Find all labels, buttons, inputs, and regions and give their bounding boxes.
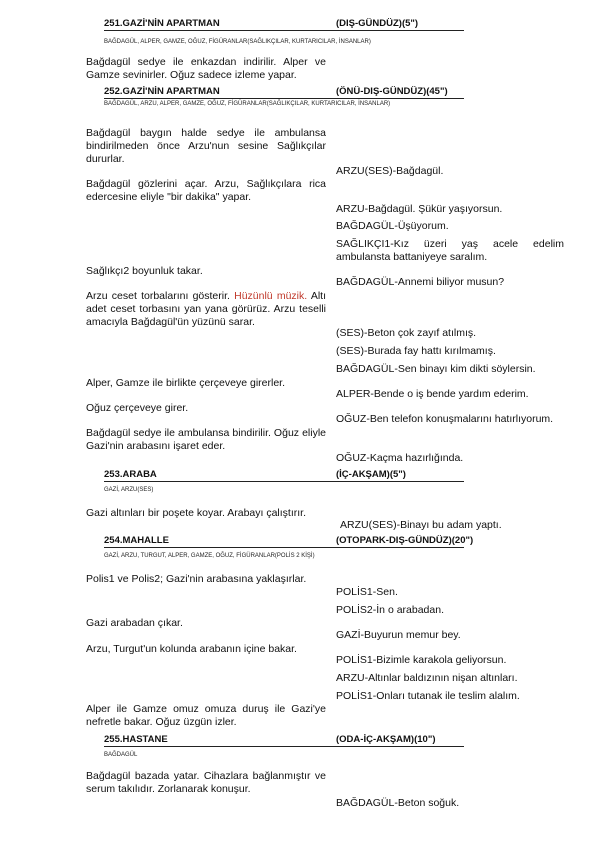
dialogue-line: POLİS1-Bizimle karakola geliyorsun.	[336, 654, 507, 666]
dialogue-line: OĞUZ-Ben telefon konuşmalarını hatırlıyorum.	[336, 413, 554, 425]
action-line: Bağdagül sedye ile enkazdan indirilir. Alper ve Gamze sevinirler. Oğuz sadece izleme yapar.	[86, 56, 326, 81]
action-line: Gazi altınları bir poşete koyar. Arabayı çalıştırır.	[86, 507, 307, 519]
dialogue-line: OĞUZ-Kaçma hazırlığında.	[336, 452, 464, 464]
scene-location: 253.ARABA	[104, 469, 157, 480]
dialogue-line: POLİS1-Sen.	[336, 586, 398, 598]
dialogue-line: (SES)-Beton çok zayıf atılmış.	[336, 327, 477, 339]
dialogue-line: ARZU-Bağdagül. Şükür yaşıyorsun.	[336, 203, 503, 215]
action-line: Alper, Gamze ile birlikte çerçeveye girerler.	[86, 377, 285, 389]
action-line: Bağdagül gözlerini açar. Arzu, Sağlıkçılara rica edercesine eliyle "bir dakika" yapar.	[86, 178, 326, 203]
action-line: Sağlıkçı2 boyunluk takar.	[86, 265, 203, 277]
scene-heading	[104, 734, 464, 747]
action-text: Altı adet ceset torbasını yan yana görürüz. Arzu teselli amacıyla Bağdagül'ün yüzünü sarar.	[86, 290, 326, 328]
music-cue: Hüzünlü müzik.	[234, 290, 308, 302]
action-line	[86, 290, 326, 329]
dialogue-line: POLİS2-İn o arabadan.	[336, 604, 444, 616]
action-line: Oğuz çerçeveye girer.	[86, 402, 189, 414]
scene-cast: BAĞDAGÜL	[104, 752, 138, 758]
dialogue-line: ARZU(SES)-Binayı bu adam yaptı.	[340, 519, 502, 531]
scene-location: 254.MAHALLE	[104, 535, 169, 546]
scene-time: (ODA-İÇ-AKŞAM)(10")	[336, 734, 436, 745]
dialogue-line: GAZİ-Buyurun memur bey.	[336, 629, 461, 641]
dialogue-line: POLİS1-Onları tutanak ile teslim alalım.	[336, 690, 520, 702]
scene-location: 251.GAZİ'NİN APARTMAN	[104, 18, 220, 29]
scene-cast: GAZİ, ARZU(SES)	[104, 487, 154, 493]
scene-heading	[104, 469, 464, 482]
scene-time: (DIŞ-GÜNDÜZ)(5")	[336, 18, 419, 29]
scene-cast: BAĞDAGÜL, ALPER, GAMZE, OĞUZ, FİGÜRANLAR(SAĞLIKÇILAR, KURTARICILAR, İNSANLAR)	[104, 39, 371, 45]
dialogue-line: BAĞDAGÜL-Annemi biliyor musun?	[336, 276, 505, 288]
action-line: Bağdagül sedye ile ambulansa bindirilir. Oğuz eliyle Gazi'nin arabasını işaret eder.	[86, 427, 326, 452]
dialogue-line: (SES)-Burada fay hattı kırılmamış.	[336, 345, 496, 357]
scene-heading	[104, 86, 464, 99]
scene-location: 252.GAZİ'NİN APARTMAN	[104, 86, 220, 97]
action-text: Arzu ceset torbalarını gösterir.	[86, 290, 230, 302]
scene-cast: GAZİ, ARZU, TURGUT, ALPER, GAMZE, OĞUZ, FİGÜRANLAR(POLİS 2 KİŞİ)	[104, 553, 315, 559]
dialogue-line: BAĞDAGÜL-Beton soğuk.	[336, 797, 460, 809]
scene-time: (İÇ-AKŞAM)(5")	[336, 469, 406, 480]
action-line: Bağdagül bazada yatar. Cihazlara bağlanmıştır ve serum takılıdır. Zorlanarak konuşur.	[86, 770, 326, 795]
action-line: Arzu, Turgut'un kolunda arabanın içine bakar.	[86, 643, 297, 655]
scene-heading	[104, 535, 474, 548]
dialogue-line: ARZU-Altınlar baldızının nişan altınları.	[336, 672, 518, 684]
dialogue-line: BAĞDAGÜL-Sen binayı kim dikti söylersin.	[336, 363, 536, 375]
action-line: Polis1 ve Polis2; Gazi'nin arabasına yaklaşırlar.	[86, 573, 307, 585]
dialogue-line: ARZU(SES)-Bağdagül.	[336, 165, 444, 177]
dialogue-line: BAĞDAGÜL-Üşüyorum.	[336, 220, 449, 232]
scene-heading	[104, 18, 464, 31]
dialogue-line: ALPER-Bende o iş bende yardım ederim.	[336, 388, 529, 400]
scene-location: 255.HASTANE	[104, 734, 168, 745]
scene-cast: BAĞDAGÜL, ARZU, ALPER, GAMZE, OĞUZ, FİGÜRANLAR(SAĞLIKÇILAR, KURTARICILAR, İNSANLAR)	[104, 101, 391, 107]
action-line: Alper ile Gamze omuz omuza duruş ile Gazi'ye nefretle bakar. Oğuz üzgün izler.	[86, 703, 326, 728]
scene-time: (OTOPARK-DIŞ-GÜNDÜZ)(20")	[336, 535, 474, 546]
action-line: Bağdagül baygın halde sedye ile ambulansa bindirilmeden önce Arzu'nun sesine Sağlıkçılar dururlar.	[86, 127, 326, 165]
action-line: Gazi arabadan çıkar.	[86, 617, 183, 629]
scene-time: (ÖNÜ-DIŞ-GÜNDÜZ)(45")	[336, 86, 448, 97]
dialogue-line: SAĞLIKÇI1-Kız üzeri yaş acele edelim ambulansta battaniyeye saralım.	[336, 238, 564, 263]
